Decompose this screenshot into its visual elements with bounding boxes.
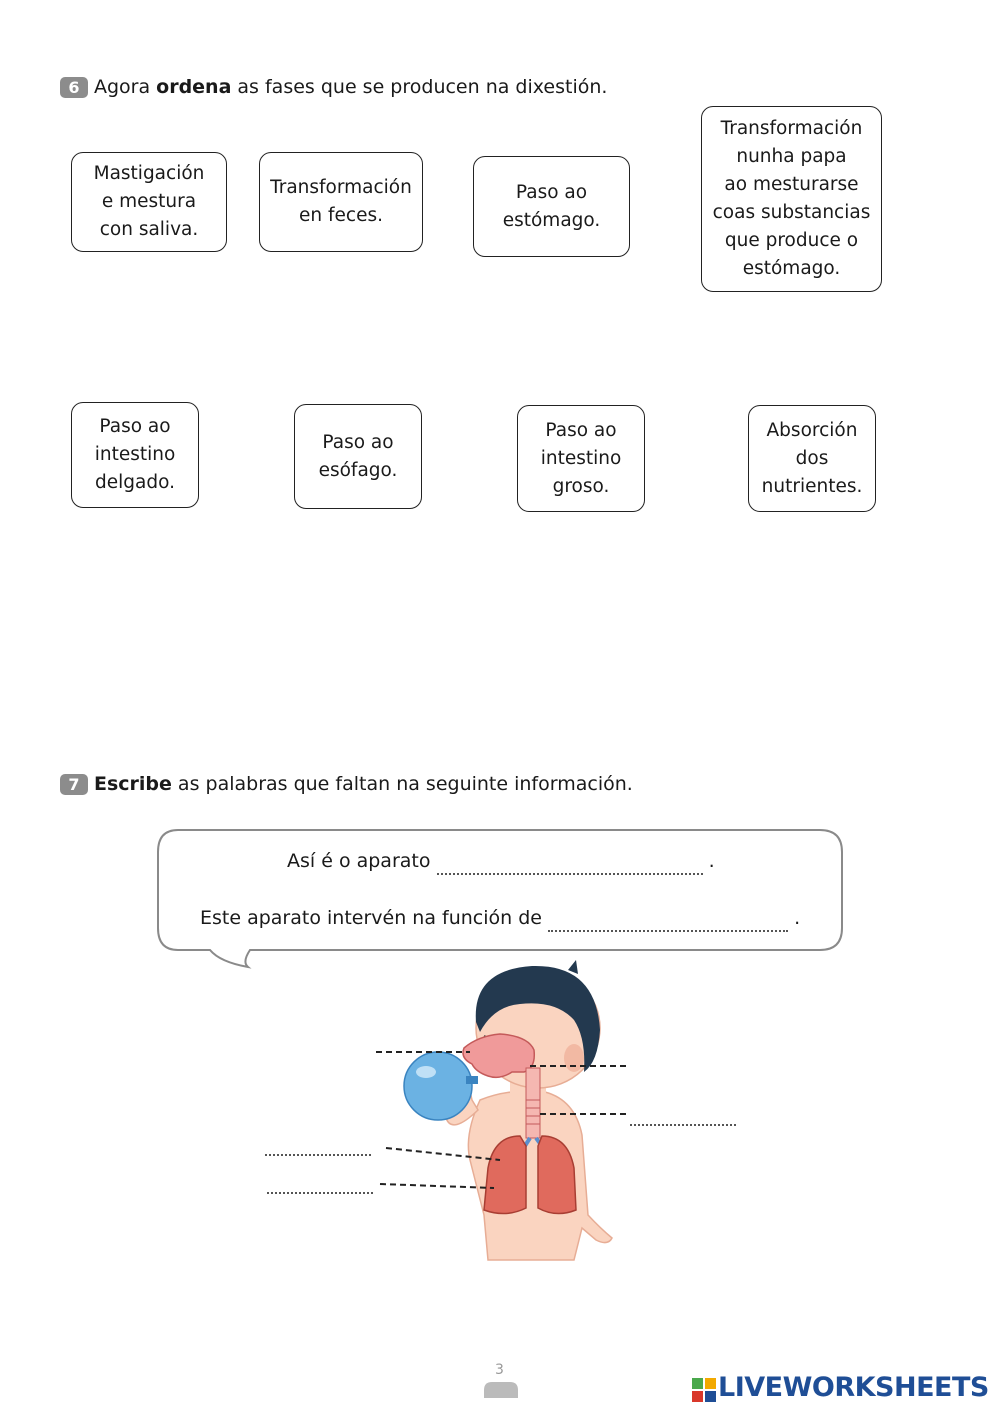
bubble-line-2-text: Este aparato intervén na función de	[200, 907, 542, 929]
page-tab-icon	[484, 1382, 518, 1398]
apparatus-answer-input[interactable]	[437, 851, 703, 875]
question-6-instruction: as fases que se producen na dixestión.	[237, 76, 608, 98]
bubble-line-1	[287, 850, 715, 875]
phase-card-large-intestine[interactable]: Paso ao intestino groso.	[517, 405, 645, 512]
function-answer-input[interactable]	[548, 908, 788, 932]
question-number-badge: 6	[60, 77, 88, 98]
question-6-prefix: Agora	[94, 76, 151, 98]
question-7-instruction: as palabras que faltan na seguinte información.	[177, 773, 633, 795]
question-6-keyword: ordena	[156, 76, 232, 98]
label-pointer-lines	[0, 1040, 1000, 1200]
question-7-heading	[60, 773, 633, 795]
bronchi-label-input[interactable]	[265, 1136, 371, 1156]
speech-bubble	[150, 822, 850, 972]
phase-card-absorption[interactable]: Absorción dos nutrientes.	[748, 405, 876, 512]
phase-card-esophagus[interactable]: Paso ao esófago.	[294, 404, 422, 509]
page-number: 3	[495, 1362, 504, 1378]
bubble-line-2	[200, 907, 800, 932]
phase-card-stomach[interactable]: Paso ao estómago.	[473, 156, 630, 257]
phase-card-chyme[interactable]: Transformación nunha papa ao mesturarse coas substancias que produce o estómago.	[701, 106, 882, 292]
phase-card-feces[interactable]: Transformación en feces.	[259, 152, 423, 252]
phase-card-small-intestine[interactable]: Paso ao intestino delgado.	[71, 402, 199, 508]
question-7-keyword: Escribe	[94, 773, 172, 795]
bubble-line-1-text: Así é o aparato	[287, 850, 431, 872]
question-6-heading	[60, 76, 607, 98]
trachea-label-input[interactable]	[630, 1106, 736, 1126]
bubble-line-1-end: .	[708, 850, 715, 872]
liveworksheets-brand[interactable]: LIVEWORKSHEETS	[718, 1372, 989, 1403]
lungs-label-input[interactable]	[267, 1174, 373, 1194]
question-number-badge: 7	[60, 774, 88, 795]
liveworksheets-logo-icon	[692, 1378, 716, 1402]
phase-card-mastication[interactable]: Mastigación e mestura con saliva.	[71, 152, 227, 252]
bubble-line-2-end: .	[794, 907, 801, 929]
